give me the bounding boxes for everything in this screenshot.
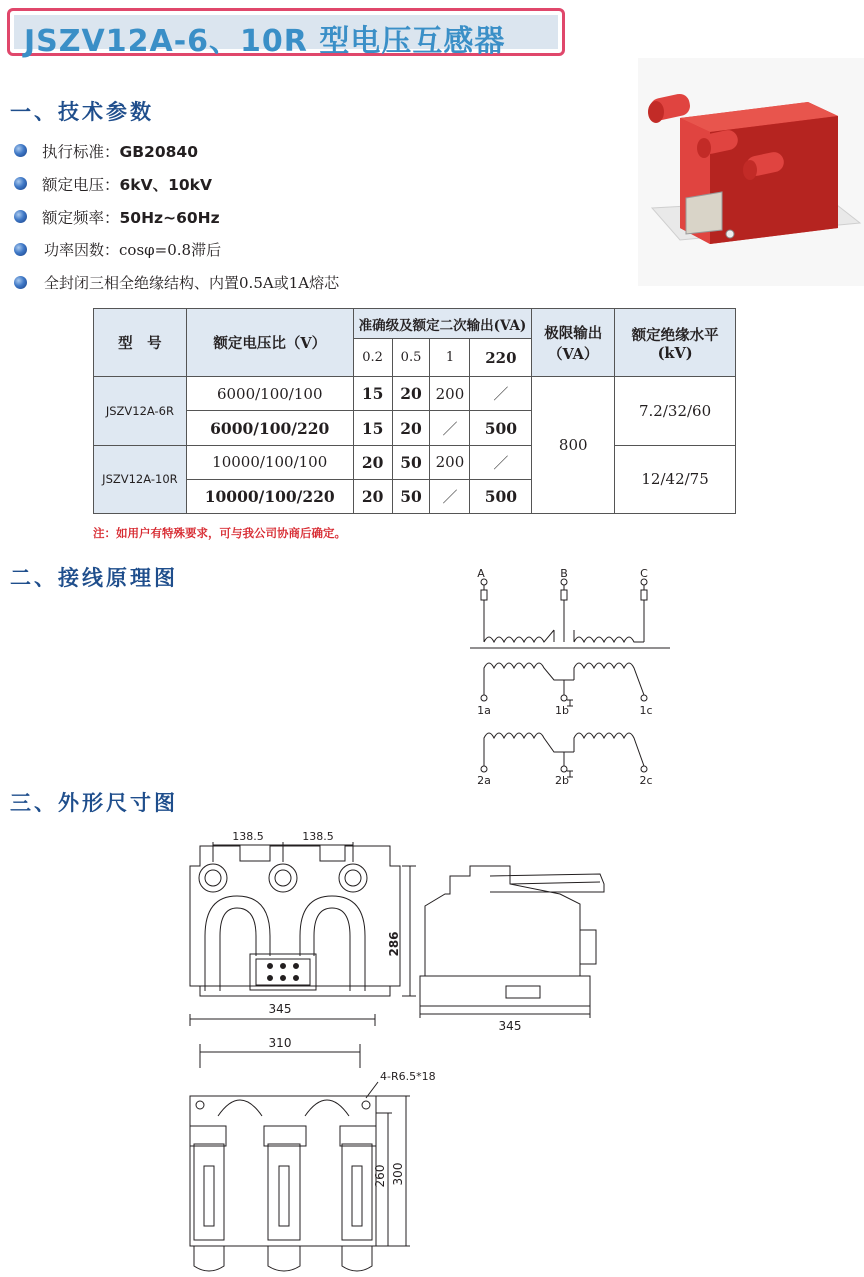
header-insulation-unit: (kV) [657,344,693,362]
value-cell: 200 [430,377,470,411]
footnote: 注：如用户有特殊要求，可与我公司协商后确定。 [93,526,346,540]
spec-label: 功率因数： [44,241,120,259]
value-cell: 50 [392,479,430,513]
bullet-icon [14,243,27,256]
value-cell: 20 [353,479,392,513]
value-cell: 20 [392,411,430,445]
side-view [420,866,604,1033]
dimension-hole-spacing: 310 [268,1036,292,1050]
insulation-cell: 12/42/75 [615,445,736,513]
ratio-cell: 6000/100/220 [186,411,353,445]
dimension-base-width: 345 [268,1002,292,1016]
spec-label: 额定频率： [42,209,120,227]
model-cell: JSZV12A-6R [94,377,187,445]
base-view [190,1002,436,1271]
page-title: JSZV12A-6、10R 型电压互感器 [24,24,506,59]
terminal-label-1c: 1c [639,704,653,717]
value-cell: 15 [353,411,392,445]
accuracy-class: 1 [430,339,470,377]
spec-value: 50Hz~60Hz [119,209,220,227]
accuracy-class: 0.5 [392,339,430,377]
terminal-label-2b: 2b [555,774,569,787]
terminal-label-a: A [477,567,485,580]
title-banner [7,8,565,59]
value-cell: 15 [353,377,392,411]
terminal-label-2a: 2a [477,774,491,787]
value-cell: ／ [430,479,470,513]
header-limit [532,309,615,377]
value-cell: ／ [430,411,470,445]
spec-label: 执行标准： [42,143,120,161]
spec-standard [42,140,198,162]
value-cell: 500 [470,411,532,445]
terminal-label-1b: 1b [555,704,569,717]
dimension-depth-outer: 300 [391,1162,405,1186]
spec-label: 额定电压： [42,176,120,194]
limit-output-cell: 800 [532,377,615,514]
ratio-cell: 10000/100/220 [186,479,353,513]
spec-frequency [42,206,220,228]
header-limit-unit: （VA） [548,345,599,363]
insulation-cell: 7.2/32/60 [615,377,736,445]
dimension-drawing [180,826,620,1277]
terminal-label-2c: 2c [639,774,653,787]
dimension-spacing-right: 138.5 [302,830,334,843]
value-cell: 20 [392,377,430,411]
header-limit-label: 极限输出 [544,324,603,342]
value-cell: 20 [353,445,392,479]
dimension-spacing-left: 138.5 [232,830,264,843]
section-heading-tech: 一、技术参数 [10,100,154,124]
wiring-diagram [460,560,680,792]
accuracy-class: 0.2 [353,339,392,377]
spec-power-factor [44,239,221,260]
product-photo [638,58,864,286]
parameter-table [93,308,736,514]
value-cell: 200 [430,445,470,479]
header-ratio: 额定电压比（V） [186,309,353,377]
terminal-label-b: B [560,567,568,580]
spec-table [93,308,736,514]
ratio-cell: 10000/100/100 [186,445,353,479]
title-background [14,15,558,59]
table-row [94,377,736,411]
spec-voltage [42,173,212,195]
value-cell: 500 [470,479,532,513]
bullet-icon [14,276,27,289]
model-cell: JSZV12A-10R [94,445,187,513]
accuracy-class: 220 [470,339,532,377]
header-model: 型 号 [94,309,187,377]
spec-value: 6kV、10kV [119,176,212,194]
header-accuracy: 准确级及额定二次输出(VA) [353,309,532,339]
spec-value: GB20840 [119,143,198,161]
front-view [190,830,416,996]
dimension-hole-spec: 4-R6.5*18 [380,1070,436,1083]
value-cell: ／ [470,445,532,479]
bullet-icon [14,210,27,223]
terminal-label-c: C [640,567,648,580]
spec-structure: 全封闭三相全绝缘结构、内置0.5A或1A熔芯 [44,274,340,292]
spec-value: cosφ=0.8滞后 [119,241,222,259]
section-heading-dimensions: 三、外形尺寸图 [10,791,178,815]
header-insulation-label: 额定绝缘水平 [631,326,719,344]
value-cell: 50 [392,445,430,479]
table-row [94,445,736,479]
ratio-cell: 6000/100/100 [186,377,353,411]
terminal-label-1a: 1a [477,704,491,717]
section-heading-wiring: 二、接线原理图 [10,566,178,590]
dimension-height: 286 [387,931,401,957]
dimension-depth-inner: 260 [373,1164,387,1188]
bullet-icon [14,144,27,157]
header-insulation [615,309,736,377]
bullet-icon [14,177,27,190]
value-cell: ／ [470,377,532,411]
dimension-side-width: 345 [498,1019,522,1033]
